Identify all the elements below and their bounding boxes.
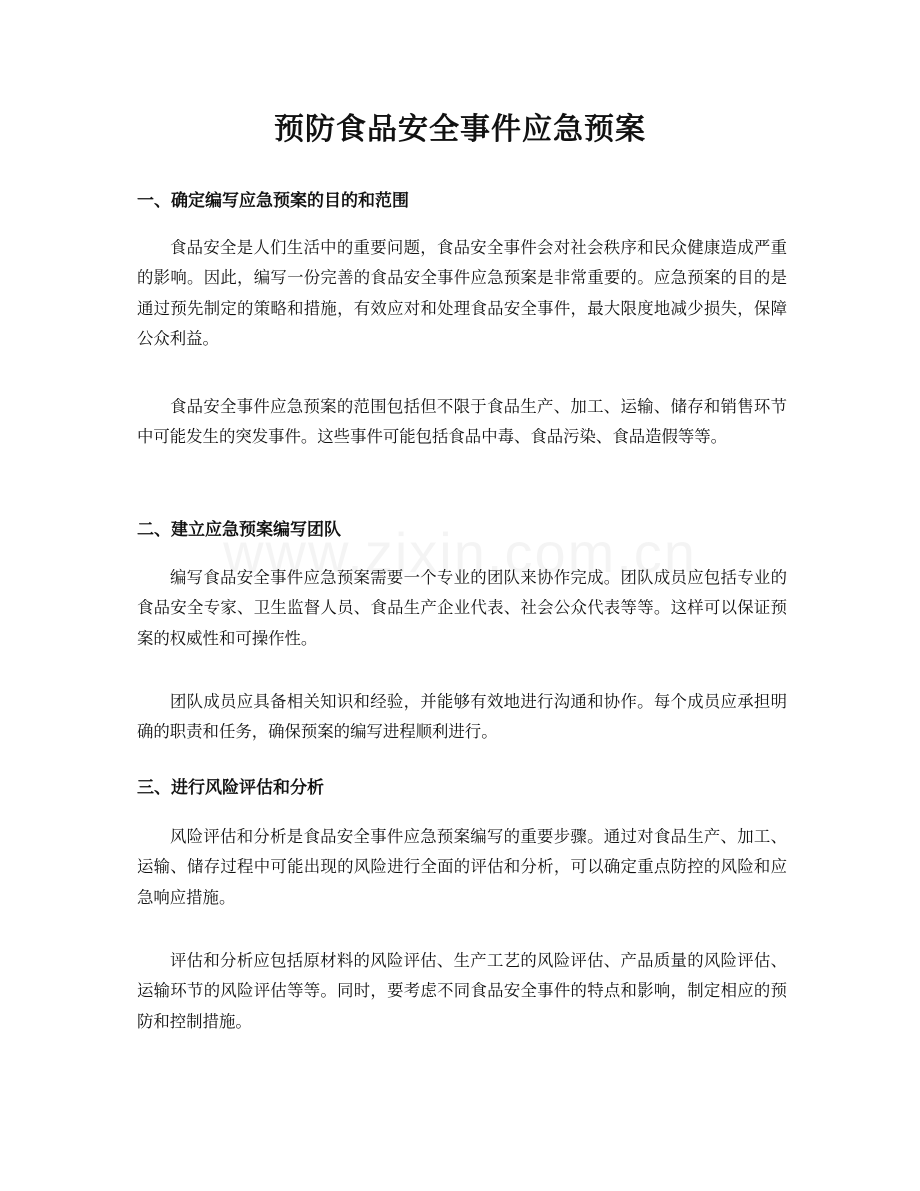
section-heading-2: 二、建立应急预案编写团队: [137, 520, 341, 540]
section-3-paragraph-2: 评估和分析应包括原材料的风险评估、生产工艺的风险评估、产品质量的风险评估、运输环节的风险评估等等。同时，要考虑不同食品安全事件的特点和影响，制定相应的预防和控制措施。: [137, 951, 787, 1031]
section-2-paragraph-1: 编写食品安全事件应急预案需要一个专业的团队来协作完成。团队成员应包括专业的食品安全专家、卫生监督人员、食品生产企业代表、社会公众代表等等。这样可以保证预案的权威性和可操作性。: [137, 568, 787, 648]
section-heading-1: 一、确定编写应急预案的目的和范围: [137, 191, 409, 211]
section-1-paragraph-2: 食品安全事件应急预案的范围包括但不限于食品生产、加工、运输、储存和销售环节中可能发生的突发事件。这些事件可能包括食品中毒、食品污染、食品造假等等。: [137, 397, 787, 447]
section-3-paragraph-1: 风险评估和分析是食品安全事件应急预案编写的重要步骤。通过对食品生产、加工、运输、储存过程中可能出现的风险进行全面的评估和分析，可以确定重点防控的风险和应急响应措施。: [137, 827, 787, 907]
section-1-paragraph-1: 食品安全是人们生活中的重要问题，食品安全事件会对社会秩序和民众健康造成严重的影响。因此，编写一份完善的食品安全事件应急预案是非常重要的。应急预案的目的是通过预先制定的策略和措施，有效应对和处理食品安全事件，最大限度地减少损失，保障公众利益。: [137, 238, 787, 348]
section-2-paragraph-2: 团队成员应具备相关知识和经验，并能够有效地进行沟通和协作。每个成员应承担明确的职责和任务，确保预案的编写进程顺利进行。: [137, 692, 787, 742]
section-heading-3: 三、进行风险评估和分析: [137, 778, 324, 798]
document-title: 预防食品安全事件应急预案: [274, 112, 646, 147]
